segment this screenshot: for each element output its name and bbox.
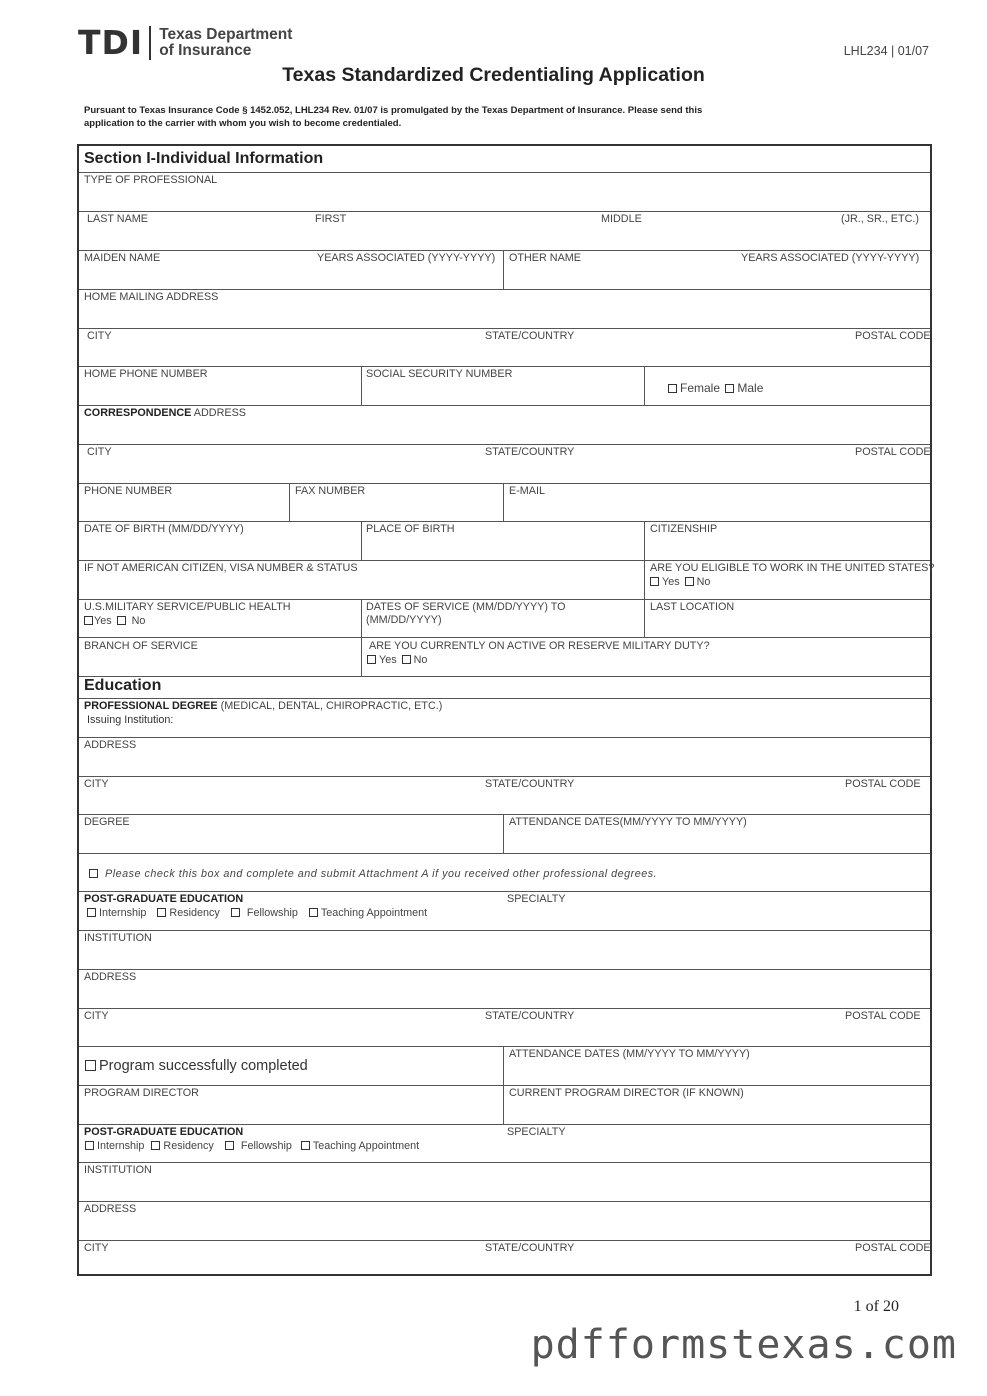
postal-code-label[interactable]: POSTAL CODE	[845, 1010, 921, 1022]
logo-name-line-2: of Insurance	[159, 42, 252, 59]
teaching-appointment-checkbox[interactable]	[309, 908, 318, 917]
correspondence-rest: ADDRESS	[191, 407, 246, 419]
attendance-dates-label[interactable]: ATTENDANCE DATES (MM/YYYY TO MM/YYYY)	[509, 1048, 750, 1060]
rule	[79, 599, 930, 600]
active-duty-no-checkbox[interactable]	[402, 655, 411, 664]
intro-line-2: application to the carrier with whom you wish to become credentialed.	[84, 118, 402, 129]
military-no-checkbox[interactable]	[117, 616, 126, 625]
other-degrees-option	[89, 868, 657, 881]
address-label[interactable]: ADDRESS	[84, 739, 137, 751]
correspondence-address-label[interactable]	[84, 407, 246, 420]
active-duty-yes-checkbox[interactable]	[367, 655, 376, 664]
state-country-label[interactable]: STATE/COUNTRY	[485, 1010, 575, 1022]
divider	[289, 483, 290, 521]
home-mailing-address-label[interactable]: HOME MAILING ADDRESS	[84, 291, 219, 303]
internship-checkbox[interactable]	[87, 908, 96, 917]
residency-label: Residency	[163, 1140, 214, 1152]
active-duty-yes-label: Yes	[379, 654, 397, 666]
city-label[interactable]: CITY	[84, 778, 109, 790]
postal-code-label[interactable]: POSTAL CODE	[855, 330, 931, 342]
other-degrees-checkbox[interactable]	[89, 869, 98, 878]
rule	[79, 521, 930, 522]
address-label[interactable]: ADDRESS	[84, 1203, 137, 1215]
divider	[361, 366, 362, 405]
eligible-no-label: No	[696, 576, 711, 588]
email-label[interactable]: E-MAIL	[509, 485, 545, 497]
fellowship-checkbox[interactable]	[225, 1141, 234, 1150]
degree-label[interactable]: DEGREE	[84, 816, 130, 828]
rule	[79, 1124, 930, 1125]
military-no-label: No	[131, 615, 146, 627]
fellowship-checkbox[interactable]	[231, 908, 240, 917]
program-completed-option	[85, 1058, 308, 1074]
active-duty-label: ARE YOU CURRENTLY ON ACTIVE OR RESERVE MILITARY DUTY?	[369, 640, 710, 652]
post-graduate-type-options	[85, 1140, 419, 1153]
rule	[79, 1046, 930, 1047]
teaching-appointment-label: Teaching Appointment	[320, 907, 428, 919]
intro-line-1: Pursuant to Texas Insurance Code § 1452.052, LHL234 Rev. 01/07 is promulgated by the Texas Department of Insurance. Please send this	[84, 105, 703, 116]
address-label[interactable]: ADDRESS	[84, 971, 137, 983]
teaching-appointment-checkbox[interactable]	[301, 1141, 310, 1150]
rule	[79, 560, 930, 561]
state-country-label[interactable]: STATE/COUNTRY	[485, 330, 575, 342]
male-checkbox[interactable]	[725, 384, 734, 393]
divider	[361, 521, 362, 560]
rule	[79, 676, 930, 677]
military-yes-label: Yes	[94, 615, 112, 627]
residency-checkbox[interactable]	[151, 1141, 160, 1150]
professional-degree-label	[84, 700, 442, 713]
rule	[79, 1008, 930, 1009]
application-form	[77, 144, 935, 1276]
rule	[79, 172, 930, 173]
state-country-label[interactable]: STATE/COUNTRY	[485, 778, 575, 790]
divider	[644, 521, 645, 599]
female-label: Female	[680, 381, 721, 395]
city-label[interactable]: CITY	[84, 1010, 109, 1022]
rule	[79, 211, 930, 212]
divider	[503, 1046, 504, 1124]
rule	[79, 737, 930, 738]
eligible-no-checkbox[interactable]	[685, 577, 694, 586]
divider	[361, 599, 362, 676]
education-title: Education	[84, 677, 162, 694]
ssn-label[interactable]: SOCIAL SECURITY NUMBER	[366, 368, 513, 380]
dates-of-service-line-1: DATES OF SERVICE (MM/DD/YYYY) TO	[366, 601, 566, 613]
eligible-yes-checkbox[interactable]	[650, 577, 659, 586]
city-label[interactable]: CITY	[84, 1242, 109, 1254]
logo-text: TDI	[78, 23, 144, 62]
state-country-label[interactable]: STATE/COUNTRY	[485, 446, 575, 458]
attendance-dates-label[interactable]: ATTENDANCE DATES(MM/YYYY TO MM/YYYY)	[509, 816, 747, 828]
rule	[79, 366, 930, 367]
rule	[79, 483, 930, 484]
years-associated-2-label[interactable]: YEARS ASSOCIATED (YYYY-YYYY)	[741, 252, 920, 264]
rule	[79, 444, 930, 445]
issuing-institution-label[interactable]: Issuing Institution:	[87, 714, 174, 726]
internship-label: Internship	[97, 1140, 145, 1152]
female-checkbox[interactable]	[668, 384, 677, 393]
specialty-label[interactable]: SPECIALTY	[507, 1126, 566, 1138]
gender-options	[668, 382, 763, 395]
home-phone-label[interactable]: HOME PHONE NUMBER	[84, 368, 208, 380]
post-graduate-type-options	[87, 907, 427, 920]
post-graduate-heading	[84, 1126, 243, 1139]
state-country-label[interactable]: STATE/COUNTRY	[485, 1242, 575, 1254]
place-of-birth-label[interactable]: PLACE OF BIRTH	[366, 523, 455, 535]
form-number: LHL234 | 01/07	[843, 44, 929, 58]
other-name-label[interactable]: OTHER NAME	[509, 252, 581, 264]
rule	[79, 698, 930, 699]
site-watermark: pdfformstexas.com	[530, 1322, 957, 1368]
residency-label: Residency	[169, 907, 220, 919]
rule	[79, 328, 930, 329]
military-yes-checkbox[interactable]	[84, 616, 93, 625]
first-name-label[interactable]: FIRST	[315, 213, 347, 225]
years-associated-label[interactable]: YEARS ASSOCIATED (YYYY-YYYY)	[317, 252, 496, 264]
dates-of-service-label[interactable]	[366, 601, 566, 627]
male-label: Male	[737, 381, 764, 395]
professional-degree-rest: (MEDICAL, DENTAL, CHIROPRACTIC, ETC.)	[217, 700, 443, 712]
program-director-label[interactable]: PROGRAM DIRECTOR	[84, 1087, 199, 1099]
institution-label[interactable]: INSTITUTION	[84, 932, 152, 944]
active-duty-options	[367, 654, 427, 667]
section-1-title: Section I-Individual Information	[84, 150, 324, 167]
military-options	[84, 615, 145, 628]
rule	[79, 289, 930, 290]
other-degrees-note: Please check this box and complete and submit Attachment A if you received other professional degrees.	[105, 868, 658, 880]
program-completed-checkbox[interactable]	[85, 1060, 96, 1071]
teaching-appointment-label: Teaching Appointment	[312, 1140, 420, 1152]
citizenship-label[interactable]: CITIZENSHIP	[650, 523, 718, 535]
rule	[79, 930, 930, 931]
internship-label: Internship	[99, 907, 147, 919]
postal-code-label[interactable]: POSTAL CODE	[845, 778, 921, 790]
rule	[79, 776, 930, 777]
rule	[79, 1085, 930, 1086]
current-program-director-label[interactable]: CURRENT PROGRAM DIRECTOR (IF KNOWN)	[509, 1087, 744, 1099]
fellowship-label: Fellowship	[240, 1140, 292, 1152]
logo-divider	[149, 26, 151, 60]
type-of-professional-label[interactable]: TYPE OF PROFESSIONAL	[84, 174, 218, 186]
eligible-options	[650, 576, 710, 589]
rule	[79, 853, 930, 854]
internship-checkbox[interactable]	[85, 1141, 94, 1150]
date-of-birth-label[interactable]: DATE OF BIRTH (MM/DD/YYYY)	[84, 523, 244, 535]
intro-text	[84, 104, 844, 130]
rule	[79, 1240, 930, 1241]
visa-label[interactable]: IF NOT AMERICAN CITIZEN, VISA NUMBER & STATUS	[84, 562, 358, 574]
dates-of-service-line-2: (MM/DD/YYYY)	[366, 614, 442, 626]
branch-of-service-label[interactable]: BRANCH OF SERVICE	[84, 640, 198, 652]
correspondence-bold: CORRESPONDENCE	[84, 407, 192, 419]
rule	[79, 1162, 930, 1163]
post-graduate-heading-text: POST-GRADUATE EDUCATION	[84, 893, 244, 905]
rule	[79, 814, 930, 815]
rule	[79, 969, 930, 970]
rule	[79, 637, 930, 638]
residency-checkbox[interactable]	[157, 908, 166, 917]
institution-label[interactable]: INSTITUTION	[84, 1164, 152, 1176]
postal-code-label[interactable]: POSTAL CODE	[855, 446, 931, 458]
city-label[interactable]: CITY	[87, 330, 112, 342]
maiden-name-label[interactable]: MAIDEN NAME	[84, 252, 161, 264]
divider	[503, 250, 504, 289]
page-number: 1 of 20	[853, 1298, 899, 1315]
post-graduate-heading-text: POST-GRADUATE EDUCATION	[84, 1126, 244, 1138]
eligible-to-work-label: ARE YOU ELIGIBLE TO WORK IN THE UNITED STATES?	[650, 562, 935, 574]
fellowship-label: Fellowship	[246, 907, 298, 919]
professional-degree-bold: PROFESSIONAL DEGREE	[84, 700, 218, 712]
page-title: Texas Standardized Credentialing Application	[282, 64, 705, 86]
program-completed-label: Program successfully completed	[99, 1058, 308, 1074]
divider	[503, 483, 504, 521]
rule	[79, 250, 930, 251]
rule	[79, 891, 930, 892]
tdi-logo	[78, 23, 293, 62]
last-name-label[interactable]: LAST NAME	[87, 213, 149, 225]
phone-number-label[interactable]: PHONE NUMBER	[84, 485, 173, 497]
suffix-label[interactable]: (JR., SR., ETC.)	[841, 213, 919, 225]
divider	[644, 366, 645, 405]
logo-name-line-1: Texas Department	[159, 26, 293, 43]
rule	[79, 1201, 930, 1202]
specialty-label[interactable]: SPECIALTY	[507, 893, 566, 905]
postal-code-label[interactable]: POSTAL CODE	[855, 1242, 931, 1254]
middle-name-label[interactable]: MIDDLE	[601, 213, 642, 225]
last-location-label[interactable]: LAST LOCATION	[650, 601, 735, 613]
divider	[503, 814, 504, 853]
city-label[interactable]: CITY	[87, 446, 112, 458]
rule	[79, 405, 930, 406]
fax-number-label[interactable]: FAX NUMBER	[295, 485, 366, 497]
divider	[644, 599, 645, 637]
active-duty-no-label: No	[413, 654, 428, 666]
post-graduate-heading	[84, 893, 243, 906]
military-service-label: U.S.MILITARY SERVICE/PUBLIC HEALTH	[84, 601, 291, 613]
eligible-yes-label: Yes	[662, 576, 680, 588]
logo-agency-name	[159, 27, 292, 59]
